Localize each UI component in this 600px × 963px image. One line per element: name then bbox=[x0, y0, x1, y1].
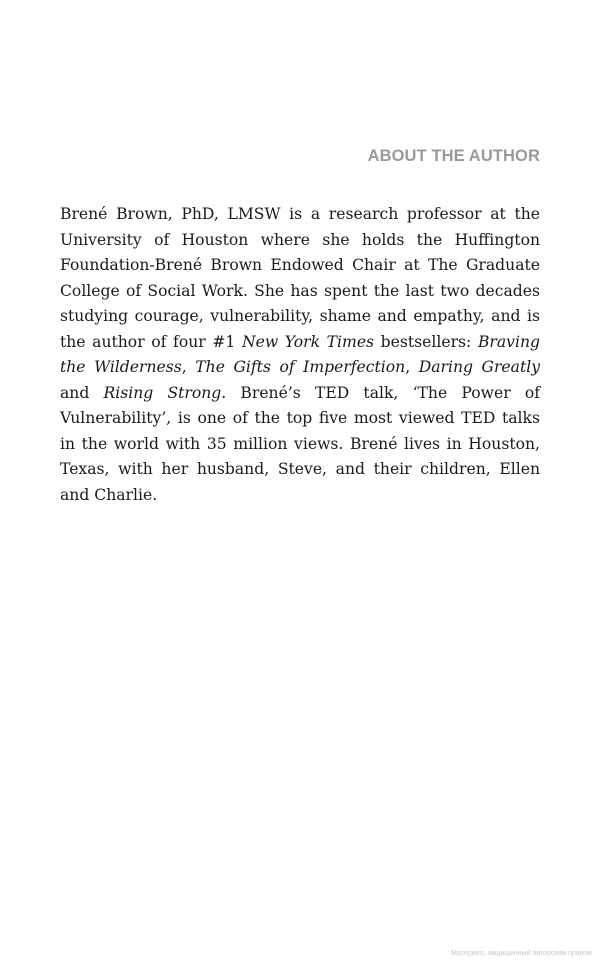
bio-text: and bbox=[60, 383, 104, 402]
section-heading: ABOUT THE AUTHOR bbox=[367, 147, 540, 165]
bio-text: , bbox=[181, 358, 196, 376]
publication-title: New York Times bbox=[241, 332, 375, 351]
bio-text: bestsellers: bbox=[374, 332, 478, 351]
bio-text: . Brené’s TED talk, ‘The Power of Vulnerability’, is one of the top five most viewed TED talks in the world with 35 million views. Brené lives in Houston, Texas, with her husband, Steve, and their children, Ellen and Charlie. bbox=[60, 383, 540, 504]
book-title: Braving the Wilderness bbox=[60, 332, 540, 376]
book-title: Rising Strong bbox=[103, 383, 222, 402]
bio-text: , bbox=[405, 358, 419, 376]
book-title: The Gifts of Imperfection bbox=[195, 358, 406, 376]
book-title: Daring Greatly bbox=[418, 358, 541, 376]
copyright-watermark: Материал, защищенный авторским правом bbox=[451, 950, 592, 957]
bio-text: Brené Brown, PhD, LMSW is a research professor at the University of Houston where she holds the Huffington Foundation-Brené Brown Endowed Chair at The Graduate College of Social Work. She has spent the last two decades studying courage, vulnerability, shame and empathy, and is the author of four #1 bbox=[60, 205, 540, 351]
author-bio bbox=[60, 202, 540, 508]
